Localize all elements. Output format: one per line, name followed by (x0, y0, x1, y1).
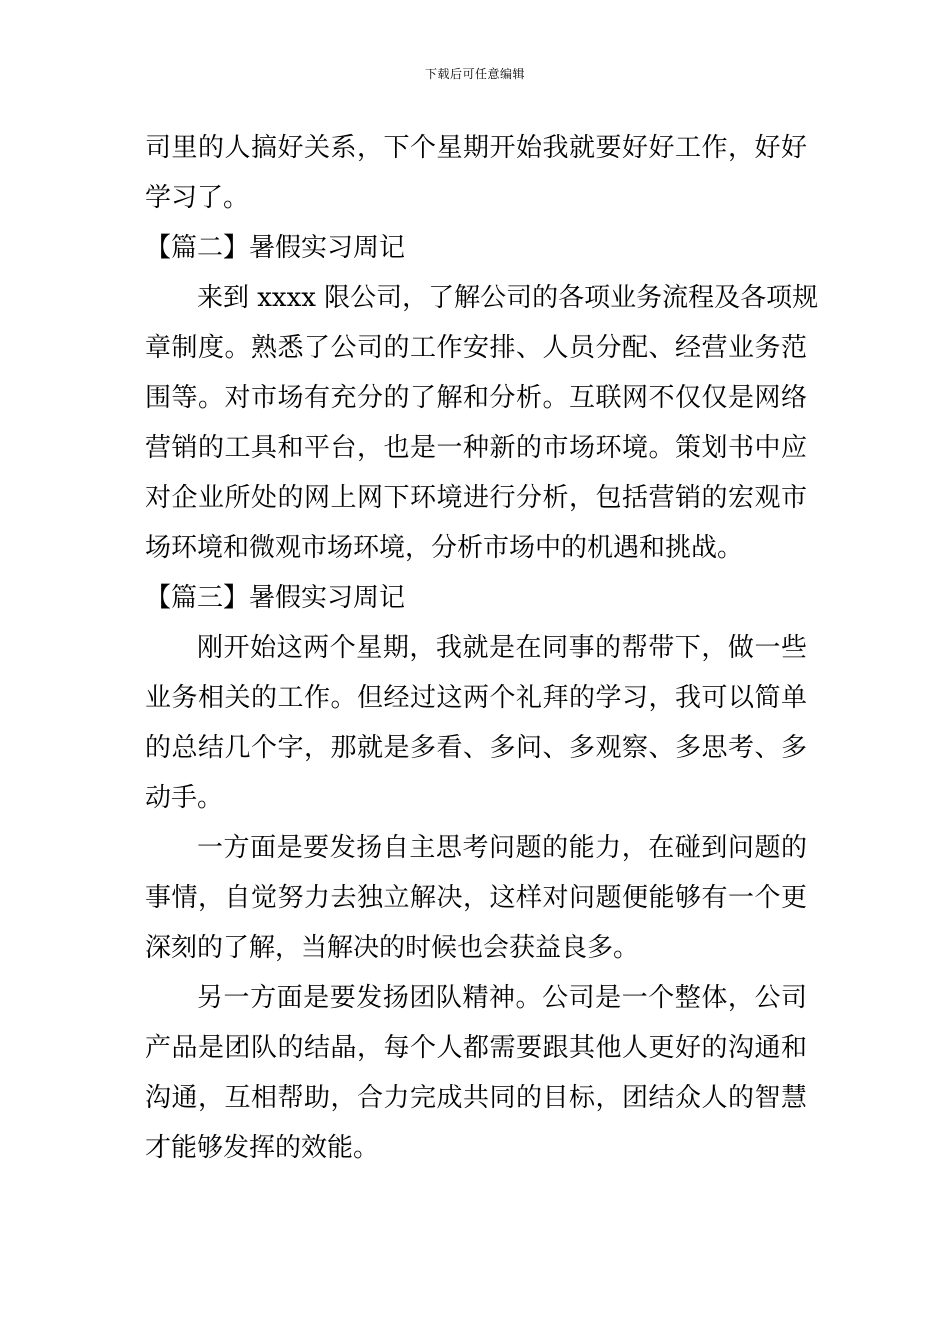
text-line: 营销的工具和平台，也是一种新的市场环境。策划书中应 (145, 433, 807, 463)
document-body (145, 123, 819, 1173)
text-line: 学习了。 (145, 183, 250, 213)
text-line: 深刻的了解，当解决的时候也会获益良多。 (145, 933, 640, 963)
section-heading-2: 【篇二】暑假实习周记 (145, 233, 406, 263)
text-line: 事情，自觉努力去独立解决，这样对问题便能够有一个更 (145, 883, 807, 913)
section3-paragraph-1 (145, 623, 807, 823)
text-line: 对企业所处的网上网下环境进行分析，包括营销的宏观市 (145, 483, 807, 513)
section3-paragraph-3 (145, 973, 807, 1173)
page-header: 下载后可任意编辑 (424, 67, 525, 81)
text-line: 才能够发挥的效能。 (145, 1133, 380, 1163)
section-heading-3: 【篇三】暑假实习周记 (145, 583, 406, 613)
text-line: 刚开始这两个星期，我就是在同事的帮带下，做一些 (197, 633, 807, 663)
intro-paragraph (145, 123, 807, 223)
text-line: 沟通，互相帮助，合力完成共同的目标，团结众人的智慧 (145, 1083, 807, 1113)
text-line: 的总结几个字，那就是多看、多问、多观察、多思考、多 (145, 733, 807, 763)
text-line: 另一方面是要发扬团队精神。公司是一个整体，公司 (197, 983, 807, 1013)
section2-paragraph (145, 273, 819, 573)
text-line: 产品是团队的结晶，每个人都需要跟其他人更好的沟通和 (145, 1033, 807, 1063)
text-line: 一方面是要发扬自主思考问题的能力，在碰到问题的 (197, 833, 807, 863)
section3-paragraph-2 (145, 823, 807, 973)
text-line: 来到 xxxx 限公司，了解公司的各项业务流程及各项规 (197, 283, 819, 313)
text-line: 场环境和微观市场环境，分析市场中的机遇和挑战。 (145, 533, 744, 563)
text-line: 动手。 (145, 783, 224, 813)
text-line: 业务相关的工作。但经过这两个礼拜的学习，我可以简单 (145, 683, 807, 713)
text-line: 司里的人搞好关系，下个星期开始我就要好好工作，好好 (145, 133, 807, 163)
text-line: 围等。对市场有充分的了解和分析。互联网不仅仅是网络 (145, 383, 807, 413)
text-line: 章制度。熟悉了公司的工作安排、人员分配、经营业务范 (145, 333, 807, 363)
